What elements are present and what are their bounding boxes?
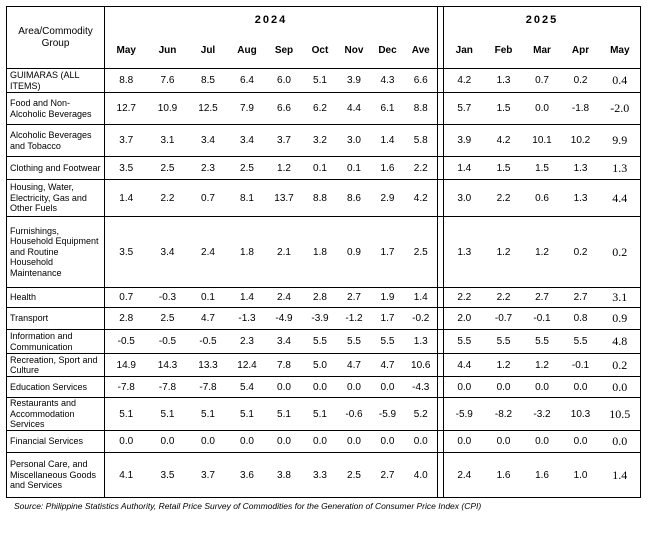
value-cell-2024: 12.7 <box>105 93 148 125</box>
value-cell-2024: 0.0 <box>371 431 405 453</box>
category-label: Health <box>7 288 105 308</box>
value-cell-2024: 0.0 <box>338 431 371 453</box>
value-cell-2024: 4.1 <box>105 453 148 498</box>
value-cell-2025: 0.6 <box>523 180 562 217</box>
value-cell-2024: 0.1 <box>338 157 371 180</box>
value-cell-2025: 1.2 <box>523 354 562 377</box>
table-row <box>7 125 641 157</box>
value-cell-2025: 0.0 <box>485 377 523 398</box>
value-cell-2025: 10.1 <box>523 125 562 157</box>
value-cell-2024: 2.9 <box>371 180 405 217</box>
value-cell-2024: 2.8 <box>105 308 148 330</box>
source-note: Source: Philippine Statistics Authority, Retail Price Survey of Commodities for the Generation of Consumer Price Index (CPI) <box>14 501 482 511</box>
month-header-2025: Jan <box>444 33 485 69</box>
value-cell-2025: 1.5 <box>485 93 523 125</box>
value-cell-2024: -0.3 <box>148 288 188 308</box>
value-cell-2025: 2.2 <box>485 180 523 217</box>
value-cell-2025: 4.8 <box>600 330 641 354</box>
value-cell-2025: 10.2 <box>562 125 600 157</box>
value-cell-2024: 3.7 <box>188 453 229 498</box>
value-cell-2024: 0.0 <box>303 377 338 398</box>
value-cell-2024: 3.5 <box>105 217 148 288</box>
value-cell-2025: 1.6 <box>523 453 562 498</box>
value-cell-2025: 3.0 <box>444 180 485 217</box>
value-cell-2025: 5.5 <box>562 330 600 354</box>
value-cell-2025: 9.9 <box>600 125 641 157</box>
value-cell-2024: 4.7 <box>338 354 371 377</box>
value-cell-2025: 1.2 <box>485 354 523 377</box>
value-cell-2025: 1.5 <box>485 157 523 180</box>
value-cell-2024: 6.4 <box>229 69 266 93</box>
value-cell-2024: 3.7 <box>105 125 148 157</box>
value-cell-2025: -0.1 <box>523 308 562 330</box>
table-row <box>7 431 641 453</box>
value-cell-2024: 3.4 <box>229 125 266 157</box>
value-cell-2024: 5.1 <box>303 69 338 93</box>
value-cell-2024: 4.2 <box>405 180 438 217</box>
value-cell-2024: 10.6 <box>405 354 438 377</box>
value-cell-2024: 4.7 <box>371 354 405 377</box>
value-cell-2025: 2.7 <box>523 288 562 308</box>
value-cell-2025: 0.0 <box>523 93 562 125</box>
table-row <box>7 288 641 308</box>
value-cell-2024: 1.8 <box>303 217 338 288</box>
value-cell-2024: 1.9 <box>371 288 405 308</box>
area-header: Area/Commodity Group <box>7 7 105 69</box>
table-row <box>7 398 641 431</box>
value-cell-2024: 0.0 <box>266 377 303 398</box>
value-cell-2025: 0.0 <box>444 377 485 398</box>
value-cell-2024: 3.4 <box>188 125 229 157</box>
value-cell-2025: 0.0 <box>523 431 562 453</box>
value-cell-2025: 0.9 <box>600 308 641 330</box>
value-cell-2024: 2.5 <box>405 217 438 288</box>
category-label: Restaurants and Accommodation Services <box>7 398 105 431</box>
value-cell-2024: -7.8 <box>148 377 188 398</box>
value-cell-2024: 3.5 <box>148 453 188 498</box>
value-cell-2024: 6.1 <box>371 93 405 125</box>
value-cell-2025: 4.2 <box>485 125 523 157</box>
value-cell-2025: 0.0 <box>444 431 485 453</box>
value-cell-2024: 1.4 <box>371 125 405 157</box>
value-cell-2024: 1.3 <box>405 330 438 354</box>
category-label: Alcoholic Beverages and Tobacco <box>7 125 105 157</box>
value-cell-2024: -4.9 <box>266 308 303 330</box>
value-cell-2024: 2.2 <box>148 180 188 217</box>
value-cell-2024: 1.2 <box>266 157 303 180</box>
value-cell-2025: 2.4 <box>444 453 485 498</box>
value-cell-2025: 1.2 <box>523 217 562 288</box>
category-label: Financial Services <box>7 431 105 453</box>
value-cell-2024: 2.8 <box>303 288 338 308</box>
value-cell-2024: 5.0 <box>303 354 338 377</box>
value-cell-2024: -5.9 <box>371 398 405 431</box>
value-cell-2025: 4.4 <box>444 354 485 377</box>
value-cell-2024: 0.0 <box>105 431 148 453</box>
value-cell-2024: 8.8 <box>405 93 438 125</box>
value-cell-2024: 1.7 <box>371 308 405 330</box>
value-cell-2024: 8.6 <box>338 180 371 217</box>
value-cell-2024: 8.5 <box>188 69 229 93</box>
value-cell-2025: 3.9 <box>444 125 485 157</box>
value-cell-2024: 3.0 <box>338 125 371 157</box>
value-cell-2025: 1.2 <box>485 217 523 288</box>
value-cell-2024: 0.0 <box>148 431 188 453</box>
value-cell-2025: 0.0 <box>600 431 641 453</box>
value-cell-2025: 0.8 <box>562 308 600 330</box>
month-header-2024: Oct <box>303 33 338 69</box>
value-cell-2024: 4.7 <box>188 308 229 330</box>
month-header-2024: Ave <box>405 33 438 69</box>
table-row <box>7 157 641 180</box>
table-row <box>7 69 641 93</box>
value-cell-2025: 4.2 <box>444 69 485 93</box>
value-cell-2025: -1.8 <box>562 93 600 125</box>
value-cell-2025: -2.0 <box>600 93 641 125</box>
value-cell-2024: 2.3 <box>229 330 266 354</box>
category-label: Furnishings, Household Equipment and Routine Household Maintenance <box>7 217 105 288</box>
value-cell-2025: -0.7 <box>485 308 523 330</box>
value-cell-2025: -0.1 <box>562 354 600 377</box>
table-row <box>7 354 641 377</box>
value-cell-2024: 0.0 <box>405 431 438 453</box>
value-cell-2025: 2.2 <box>485 288 523 308</box>
value-cell-2024: 5.4 <box>229 377 266 398</box>
value-cell-2024: 0.7 <box>188 180 229 217</box>
value-cell-2024: 14.9 <box>105 354 148 377</box>
category-label: Recreation, Sport and Culture <box>7 354 105 377</box>
value-cell-2024: 3.7 <box>266 125 303 157</box>
value-cell-2025: 0.0 <box>562 377 600 398</box>
value-cell-2024: 3.3 <box>303 453 338 498</box>
value-cell-2024: -0.5 <box>105 330 148 354</box>
value-cell-2024: -0.5 <box>188 330 229 354</box>
value-cell-2024: 1.4 <box>229 288 266 308</box>
value-cell-2024: -0.6 <box>338 398 371 431</box>
value-cell-2024: 3.2 <box>303 125 338 157</box>
value-cell-2024: -7.8 <box>105 377 148 398</box>
value-cell-2024: 0.0 <box>371 377 405 398</box>
month-header-2025: Feb <box>485 33 523 69</box>
category-label: GUIMARAS (ALL ITEMS) <box>7 69 105 93</box>
value-cell-2024: 7.9 <box>229 93 266 125</box>
value-cell-2024: 6.6 <box>405 69 438 93</box>
month-header-2025: May <box>600 33 641 69</box>
value-cell-2025: 0.0 <box>562 431 600 453</box>
month-header-2025: Apr <box>562 33 600 69</box>
value-cell-2024: 1.8 <box>229 217 266 288</box>
value-cell-2024: 6.2 <box>303 93 338 125</box>
value-cell-2024: 5.1 <box>266 398 303 431</box>
value-cell-2024: 3.4 <box>266 330 303 354</box>
value-cell-2025: 1.5 <box>523 157 562 180</box>
value-cell-2025: 0.2 <box>600 217 641 288</box>
value-cell-2024: -7.8 <box>188 377 229 398</box>
value-cell-2025: 2.0 <box>444 308 485 330</box>
value-cell-2025: 1.0 <box>562 453 600 498</box>
value-cell-2024: 5.1 <box>303 398 338 431</box>
value-cell-2024: 0.1 <box>303 157 338 180</box>
value-cell-2024: 4.0 <box>405 453 438 498</box>
value-cell-2024: 1.7 <box>371 217 405 288</box>
value-cell-2024: 5.8 <box>405 125 438 157</box>
year-2024-header: 2024 <box>105 7 438 33</box>
value-cell-2024: 2.4 <box>188 217 229 288</box>
value-cell-2024: 13.7 <box>266 180 303 217</box>
category-label: Personal Care, and Miscellaneous Goods and Services <box>7 453 105 498</box>
value-cell-2024: 10.9 <box>148 93 188 125</box>
value-cell-2024: 5.5 <box>303 330 338 354</box>
table-row <box>7 453 641 498</box>
value-cell-2024: 6.6 <box>266 93 303 125</box>
value-cell-2025: 10.3 <box>562 398 600 431</box>
value-cell-2025: 0.7 <box>523 69 562 93</box>
value-cell-2025: 0.2 <box>600 354 641 377</box>
month-header-2024: Nov <box>338 33 371 69</box>
value-cell-2024: 3.8 <box>266 453 303 498</box>
value-cell-2024: 5.1 <box>148 398 188 431</box>
value-cell-2024: 2.5 <box>338 453 371 498</box>
value-cell-2025: 4.4 <box>600 180 641 217</box>
value-cell-2025: -5.9 <box>444 398 485 431</box>
value-cell-2024: 3.9 <box>338 69 371 93</box>
value-cell-2025: 5.5 <box>444 330 485 354</box>
value-cell-2024: 14.3 <box>148 354 188 377</box>
value-cell-2024: 5.2 <box>405 398 438 431</box>
value-cell-2024: 2.3 <box>188 157 229 180</box>
value-cell-2025: -3.2 <box>523 398 562 431</box>
value-cell-2024: 1.4 <box>105 180 148 217</box>
value-cell-2024: -1.2 <box>338 308 371 330</box>
value-cell-2025: 0.0 <box>600 377 641 398</box>
table-row <box>7 217 641 288</box>
category-label: Information and Communication <box>7 330 105 354</box>
value-cell-2024: 5.5 <box>371 330 405 354</box>
table-row <box>7 330 641 354</box>
value-cell-2024: 7.6 <box>148 69 188 93</box>
value-cell-2025: 0.0 <box>523 377 562 398</box>
table-row <box>7 93 641 125</box>
value-cell-2024: 5.1 <box>229 398 266 431</box>
value-cell-2024: 2.4 <box>266 288 303 308</box>
value-cell-2024: 2.7 <box>338 288 371 308</box>
month-header-2025: Mar <box>523 33 562 69</box>
value-cell-2025: 0.4 <box>600 69 641 93</box>
value-cell-2025: 1.6 <box>485 453 523 498</box>
table-row <box>7 180 641 217</box>
value-cell-2025: 2.2 <box>444 288 485 308</box>
value-cell-2025: 10.5 <box>600 398 641 431</box>
month-header-2024: Aug <box>229 33 266 69</box>
value-cell-2024: 3.6 <box>229 453 266 498</box>
value-cell-2024: 1.4 <box>405 288 438 308</box>
value-cell-2024: 0.7 <box>105 288 148 308</box>
category-label: Housing, Water, Electricity, Gas and Other Fuels <box>7 180 105 217</box>
value-cell-2025: 0.0 <box>485 431 523 453</box>
value-cell-2024: 4.4 <box>338 93 371 125</box>
value-cell-2024: 4.3 <box>371 69 405 93</box>
value-cell-2024: 0.0 <box>338 377 371 398</box>
value-cell-2024: 3.4 <box>148 217 188 288</box>
value-cell-2024: 2.5 <box>229 157 266 180</box>
value-cell-2024: -1.3 <box>229 308 266 330</box>
value-cell-2024: 0.0 <box>229 431 266 453</box>
month-header-2024: Dec <box>371 33 405 69</box>
value-cell-2024: 12.5 <box>188 93 229 125</box>
value-cell-2025: 3.1 <box>600 288 641 308</box>
value-cell-2024: -0.2 <box>405 308 438 330</box>
value-cell-2024: 8.1 <box>229 180 266 217</box>
value-cell-2024: -0.5 <box>148 330 188 354</box>
category-label: Clothing and Footwear <box>7 157 105 180</box>
value-cell-2024: 2.5 <box>148 157 188 180</box>
value-cell-2024: 2.7 <box>371 453 405 498</box>
value-cell-2024: -3.9 <box>303 308 338 330</box>
value-cell-2024: 1.6 <box>371 157 405 180</box>
value-cell-2025: 2.7 <box>562 288 600 308</box>
value-cell-2024: 2.1 <box>266 217 303 288</box>
value-cell-2024: 5.1 <box>105 398 148 431</box>
value-cell-2025: 1.4 <box>600 453 641 498</box>
value-cell-2024: 8.8 <box>303 180 338 217</box>
value-cell-2024: 5.5 <box>338 330 371 354</box>
month-header-2024: May <box>105 33 148 69</box>
value-cell-2025: -8.2 <box>485 398 523 431</box>
value-cell-2025: 1.3 <box>562 180 600 217</box>
value-cell-2024: 13.3 <box>188 354 229 377</box>
value-cell-2025: 1.3 <box>600 157 641 180</box>
category-label: Education Services <box>7 377 105 398</box>
value-cell-2024: 3.5 <box>105 157 148 180</box>
value-cell-2024: 3.1 <box>148 125 188 157</box>
value-cell-2024: 6.0 <box>266 69 303 93</box>
value-cell-2024: 0.0 <box>188 431 229 453</box>
value-cell-2025: 0.2 <box>562 217 600 288</box>
month-header-2024: Sep <box>266 33 303 69</box>
value-cell-2025: 0.2 <box>562 69 600 93</box>
category-label: Transport <box>7 308 105 330</box>
value-cell-2025: 5.5 <box>523 330 562 354</box>
value-cell-2024: 0.0 <box>266 431 303 453</box>
value-cell-2024: 12.4 <box>229 354 266 377</box>
month-header-2024: Jun <box>148 33 188 69</box>
value-cell-2025: 1.3 <box>562 157 600 180</box>
value-cell-2024: 0.0 <box>303 431 338 453</box>
value-cell-2025: 1.4 <box>444 157 485 180</box>
cpi-inflation-table <box>6 6 641 498</box>
value-cell-2024: 0.1 <box>188 288 229 308</box>
value-cell-2025: 5.5 <box>485 330 523 354</box>
value-cell-2024: -4.3 <box>405 377 438 398</box>
value-cell-2024: 5.1 <box>188 398 229 431</box>
value-cell-2024: 8.8 <box>105 69 148 93</box>
table-row <box>7 308 641 330</box>
value-cell-2025: 5.7 <box>444 93 485 125</box>
category-label: Food and Non-Alcoholic Beverages <box>7 93 105 125</box>
value-cell-2025: 1.3 <box>485 69 523 93</box>
value-cell-2024: 7.8 <box>266 354 303 377</box>
value-cell-2024: 0.9 <box>338 217 371 288</box>
value-cell-2024: 2.5 <box>148 308 188 330</box>
table-row <box>7 377 641 398</box>
value-cell-2025: 1.3 <box>444 217 485 288</box>
month-header-2024: Jul <box>188 33 229 69</box>
value-cell-2024: 2.2 <box>405 157 438 180</box>
year-2025-header: 2025 <box>444 7 641 33</box>
